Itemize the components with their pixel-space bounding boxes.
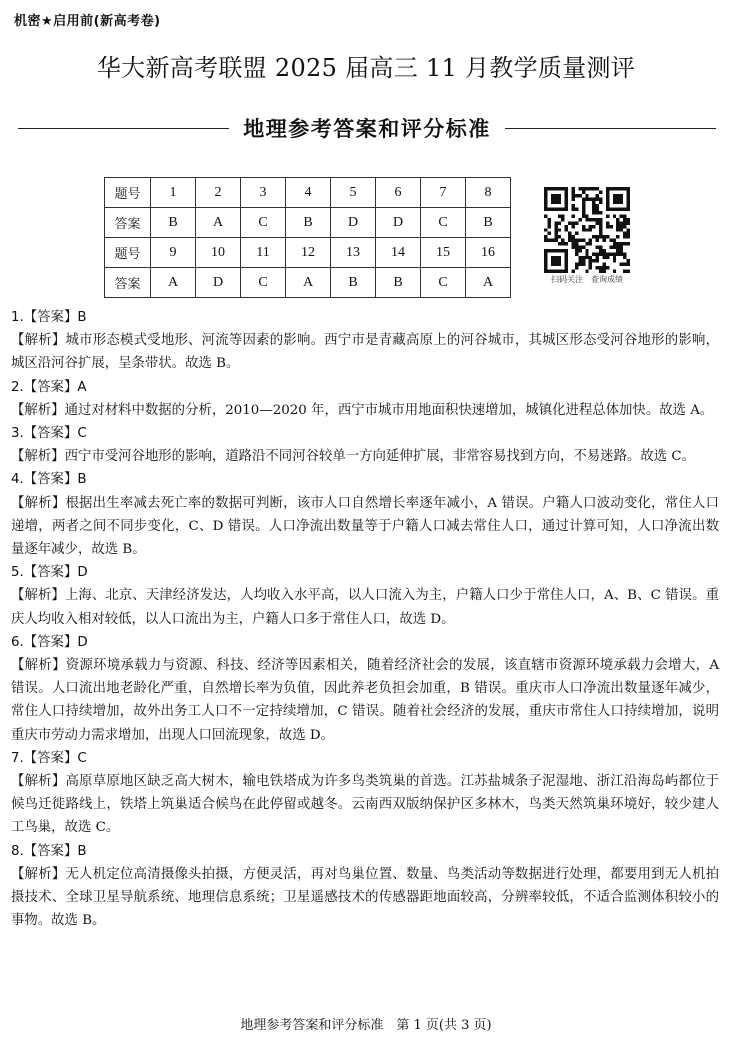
- page-subtitle: 地理参考答案和评分标准: [243, 117, 491, 141]
- subtitle-row: [18, 113, 716, 143]
- question-number-cell: 8: [466, 178, 511, 208]
- answer-line: 6.【答案】D: [11, 634, 88, 650]
- analysis-tag: 【解析】: [11, 402, 65, 418]
- answer-line: 7.【答案】C: [11, 750, 87, 766]
- answer-cell: B: [376, 268, 421, 298]
- answer-line: 4.【答案】B: [11, 472, 87, 488]
- answer-cell: D: [376, 208, 421, 238]
- answer-cell: A: [466, 268, 511, 298]
- question-number-cell: 1: [151, 178, 196, 208]
- answer-table-row: [105, 178, 511, 208]
- analysis-text: 高原草原地区缺乏高大树木，输电铁塔成为许多鸟类筑巢的首选。江苏盐城条子泥湿地、浙江沿海岛屿都位于候鸟迁徙路线上，铁塔上筑巢适合候鸟在此停留或越冬。云南西双版纳保护区多林木，鸟类天然筑巢环境好，较少建人工鸟巢，故选 C。: [11, 774, 720, 836]
- analysis-paragraph: [11, 654, 719, 747]
- analysis-paragraph: [11, 584, 719, 630]
- analysis-tag: 【解析】: [11, 495, 66, 511]
- analysis-text: 上海、北京、天津经济发达，人均收入水平高，以人口流入为主，户籍人口少于常住人口，A、B、C 错误。重庆人均收入相对较低，以人口流出为主，户籍人口多于常住人口，故选 D。: [11, 588, 719, 627]
- analysis-tag: 【解析】: [11, 658, 66, 674]
- analysis-tag: 【解析】: [11, 774, 66, 790]
- analysis-paragraph: [11, 863, 719, 933]
- question-number-cell: 16: [466, 238, 511, 268]
- question-number-cell: 13: [331, 238, 376, 268]
- answer-cell: D: [196, 268, 241, 298]
- answer-cell: D: [331, 208, 376, 238]
- answer-cell: A: [286, 268, 331, 298]
- question-number-cell: 2: [196, 178, 241, 208]
- analysis-tag: 【解析】: [11, 333, 66, 349]
- analysis-paragraph: [11, 492, 719, 562]
- question-number-cell: 6: [376, 178, 421, 208]
- answer-cell: C: [421, 208, 466, 238]
- answer-line: 2.【答案】A: [11, 379, 87, 395]
- row-label: 题号: [105, 238, 151, 268]
- analysis-tag: 【解析】: [11, 449, 65, 465]
- answer-cell: B: [331, 268, 376, 298]
- row-label: 答案: [105, 208, 151, 238]
- analysis-text: 根据出生率减去死亡率的数据可判断，该市人口自然增长率逐年减小，A 错误。户籍人口波动变化，常住人口递增，两者之间不同步变化，C、D 错误。人口净流出数量等于户籍人口减去常住人口，通过计算可知，人口净流出数量逐年减少，故选 B。: [11, 495, 719, 558]
- analysis-text: 城市形态模式受地形、河流等因素的影响。西宁市是青藏高原上的河谷城市，其城区形态受河谷地形的影响，城区沿河谷扩展，呈条带状。故选 B。: [11, 333, 720, 372]
- answer-explanations: [11, 306, 719, 932]
- analysis-paragraph: [11, 445, 719, 468]
- confidential-badge: 机密★启用前(新高考卷): [14, 14, 161, 29]
- analysis-tag: 【解析】: [11, 588, 65, 604]
- answer-line: 1.【答案】B: [11, 310, 87, 325]
- analysis-paragraph: [11, 329, 719, 375]
- question-number-cell: 3: [241, 178, 286, 208]
- question-number-cell: 5: [331, 178, 376, 208]
- answer-table-row: [105, 208, 511, 238]
- analysis-tag: 【解析】: [11, 866, 66, 882]
- answer-cell: C: [241, 268, 286, 298]
- analysis-text: 资源环境承载力与资源、科技、经济等因素相关，随着经济社会的发展，该直辖市资源环境承载力会增大，A 错误。人口流出地老龄化严重，自然增长率为负值，因此养老负担会加重，B 错误。重庆市人口净流出数量逐年减少，常住人口持续增加，故外出务工人口不一定持续增加，C 错误。随着社会经济的发展，重庆市常住人口持续增加，说明重庆市劳动力需求增加，出现人口回流现象，故选 D。: [11, 658, 720, 743]
- analysis-text: 西宁市受河谷地形的影响，道路沿不同河谷较单一方向延伸扩展，非常容易找到方向，不易迷路。故选 C。: [64, 449, 696, 465]
- page-footer: 地理参考答案和评分标准 第 1 页(共 3 页): [240, 1018, 492, 1033]
- answer-table-row: [105, 238, 511, 268]
- answer-cell: B: [286, 208, 331, 238]
- answer-cell: A: [151, 268, 196, 298]
- subtitle-rule-left: [18, 128, 229, 129]
- analysis-text: 通过对材料中数据的分析，2010—2020 年，西宁市城市用地面积快速增加，城镇化进程总体加快。故选 A。: [64, 402, 714, 418]
- answer-cell: A: [196, 208, 241, 238]
- row-label: 答案: [105, 268, 151, 298]
- qr-code-icon: [544, 187, 630, 273]
- question-number-cell: 9: [151, 238, 196, 268]
- question-number-cell: 11: [241, 238, 286, 268]
- question-number-cell: 15: [421, 238, 466, 268]
- answer-line: 3.【答案】C: [11, 426, 87, 442]
- subtitle-rule-right: [505, 128, 716, 129]
- page-title: 华大新高考联盟 2025 届高三 11 月教学质量测评: [96, 54, 636, 82]
- answer-table-row: [105, 268, 511, 298]
- question-number-cell: 10: [196, 238, 241, 268]
- answer-cell: B: [151, 208, 196, 238]
- analysis-paragraph: [11, 399, 719, 422]
- qr-caption: 扫码关注 查询成绩: [551, 275, 623, 284]
- row-label: 题号: [105, 178, 151, 208]
- question-number-cell: 7: [421, 178, 466, 208]
- answer-line: 8.【答案】B: [11, 843, 87, 859]
- question-number-cell: 12: [286, 238, 331, 268]
- analysis-paragraph: [11, 770, 719, 840]
- answer-line: 5.【答案】D: [11, 565, 88, 581]
- answer-cell: B: [466, 208, 511, 238]
- question-number-cell: 4: [286, 178, 331, 208]
- analysis-text: 无人机定位高清摄像头拍摄，方便灵活，再对鸟巢位置、数量、鸟类活动等数据进行处理，都要用到无人机拍摄技术、全球卫星导航系统、地理信息系统；卫星遥感技术的传感器距地面较高，分辨率较低，不适合监测体积较小的事物。故选 B。: [11, 866, 720, 929]
- answer-cell: C: [421, 268, 466, 298]
- answer-table: [104, 177, 511, 298]
- answer-cell: C: [241, 208, 286, 238]
- question-number-cell: 14: [376, 238, 421, 268]
